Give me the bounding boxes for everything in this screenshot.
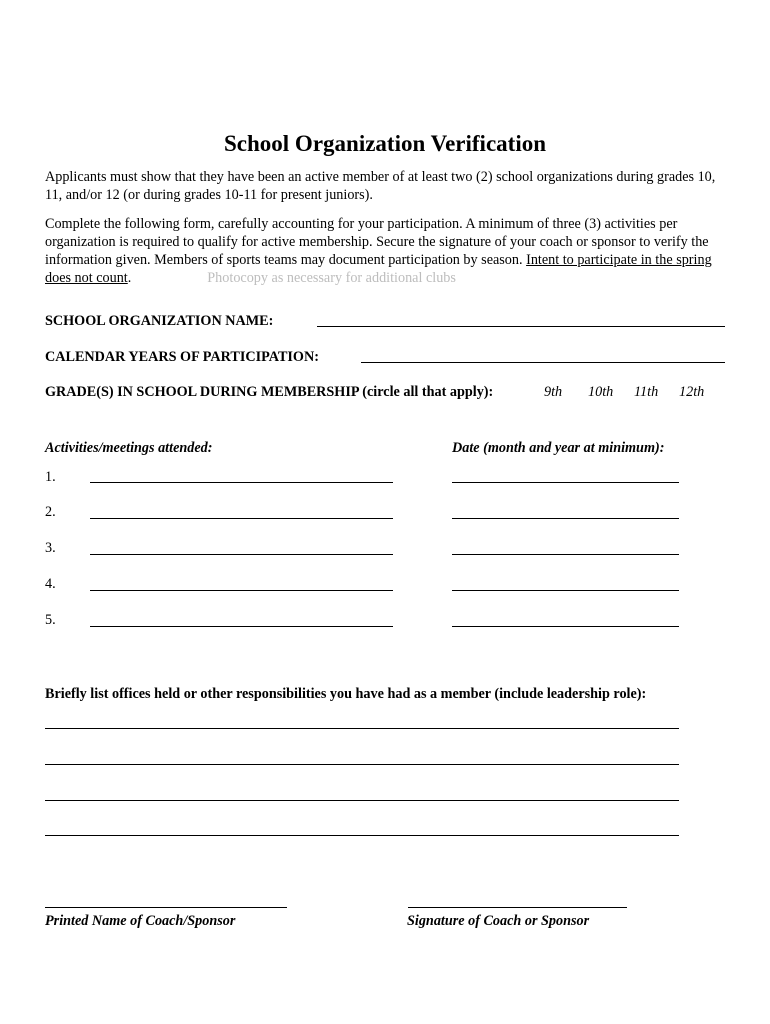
activity-field-1[interactable]	[90, 482, 393, 483]
grade-option-10th[interactable]: 10th	[588, 384, 614, 400]
date-header: Date (month and year at minimum):	[452, 440, 665, 456]
row-number-5: 5.	[45, 612, 56, 628]
instructions-period: .	[127, 270, 132, 286]
row-number-3: 3.	[45, 540, 56, 556]
activities-header: Activities/meetings attended:	[45, 440, 213, 456]
offices-field-3[interactable]	[45, 800, 679, 801]
offices-field-2[interactable]	[45, 764, 679, 765]
date-field-1[interactable]	[452, 482, 679, 483]
date-field-4[interactable]	[452, 590, 679, 591]
row-number-1: 1.	[45, 469, 56, 485]
grade-option-9th[interactable]: 9th	[544, 384, 563, 400]
instructions-underlined: Intent to participate in the spring does not count	[45, 252, 712, 286]
org-name-field[interactable]	[317, 326, 725, 327]
signature-field[interactable]	[408, 907, 627, 908]
calendar-years-label: CALENDAR YEARS OF PARTICIPATION:	[45, 349, 319, 365]
offices-field-1[interactable]	[45, 728, 679, 729]
grade-option-11th[interactable]: 11th	[634, 384, 659, 400]
calendar-years-field[interactable]	[361, 362, 725, 363]
intro-paragraph: Applicants must show that they have been an active member of at least two (2) school organizations during grades 10, 11, and/or 12 (or during grades 10-11 for present juniors).	[45, 169, 716, 203]
grade-option-12th[interactable]: 12th	[679, 384, 705, 400]
page-title: School Organization Verification	[224, 131, 546, 156]
activity-field-2[interactable]	[90, 518, 393, 519]
date-field-3[interactable]	[452, 554, 679, 555]
photocopy-note: Photocopy as necessary for additional clubs	[207, 270, 456, 286]
org-name-label: SCHOOL ORGANIZATION NAME:	[45, 313, 274, 329]
activity-field-4[interactable]	[90, 590, 393, 591]
printed-name-label: Printed Name of Coach/Sponsor	[45, 913, 236, 929]
row-number-4: 4.	[45, 576, 56, 592]
date-field-2[interactable]	[452, 518, 679, 519]
activity-field-5[interactable]	[90, 626, 393, 627]
instructions-paragraph	[45, 215, 735, 287]
offices-field-4[interactable]	[45, 835, 679, 836]
signature-label: Signature of Coach or Sponsor	[407, 913, 590, 929]
grades-label: GRADE(S) IN SCHOOL DURING MEMBERSHIP (circle all that apply):	[45, 384, 494, 400]
row-number-2: 2.	[45, 504, 56, 520]
offices-label: Briefly list offices held or other responsibilities you have had as a member (include leadership role):	[45, 686, 647, 702]
printed-name-field[interactable]	[45, 907, 287, 908]
activity-field-3[interactable]	[90, 554, 393, 555]
instructions-text: Complete the following form, carefully accounting for your participation. A minimum of three (3) activities per organization is required to qualify for active membership. Secure the signature of your coach or sponsor to verify the information given. Members of sports teams may document participation by season.	[45, 216, 709, 268]
date-field-5[interactable]	[452, 626, 679, 627]
